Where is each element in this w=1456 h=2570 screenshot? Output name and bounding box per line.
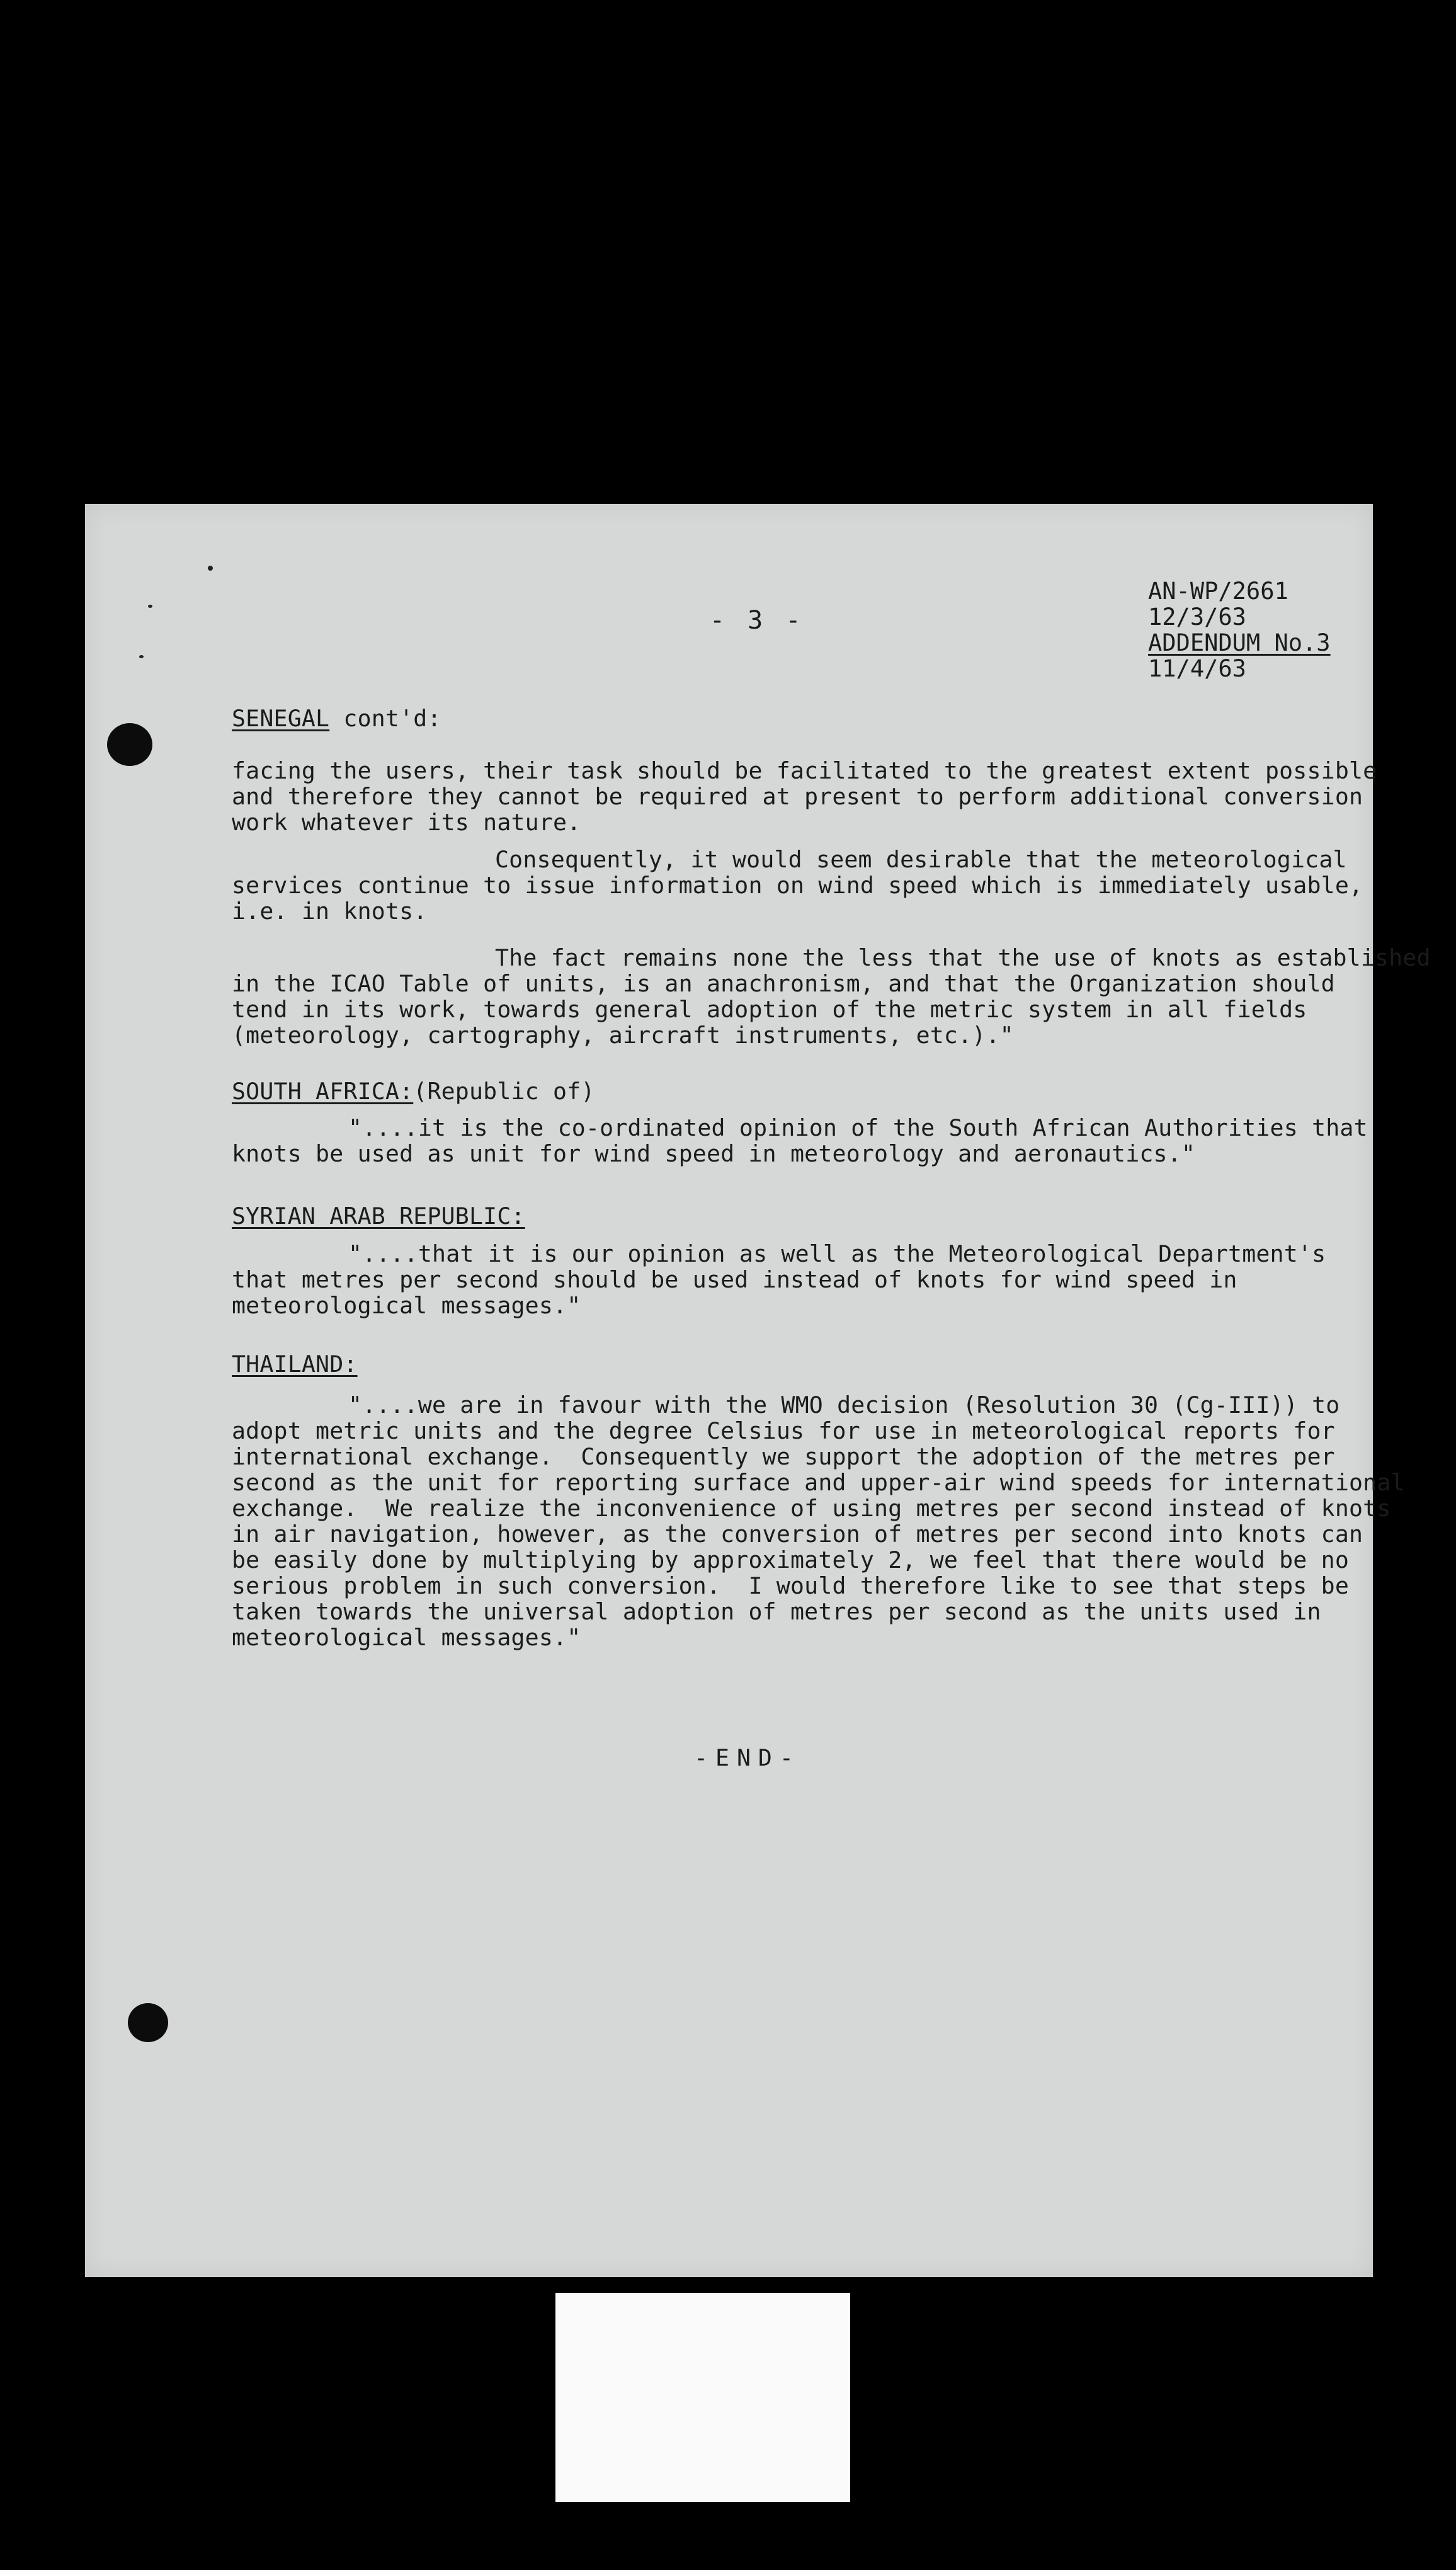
text-line: meteorological messages." (232, 1624, 581, 1651)
text-line: adopt metric units and the degree Celsius for use in meteorological reports for (232, 1417, 1335, 1444)
thailand-heading: THAILAND: (232, 1351, 358, 1378)
document-page (85, 504, 1431, 2277)
document-number: AN-WP/2661 (1148, 578, 1288, 605)
syria-heading: SYRIAN ARAB REPUBLIC: (232, 1202, 525, 1230)
text-line: in air navigation, however, as the conversion of metres per second into knots can (232, 1521, 1363, 1548)
text-line: work whatever its nature. (232, 809, 581, 836)
text-line: Consequently, it would seem desirable that the meteorological (495, 846, 1347, 873)
date-1: 12/3/63 (1148, 603, 1246, 631)
punch-hole-top (107, 723, 152, 766)
senegal-para-1 (232, 758, 1377, 835)
senegal-para-2 (232, 847, 1363, 924)
text-line: services continue to issue information on wind speed which is immediately usable, (232, 872, 1363, 899)
south-africa-heading-line (232, 1078, 595, 1104)
text-line: international exchange. Consequently we support the adoption of the metres per (232, 1443, 1335, 1470)
text-line: second as the unit for reporting surface and upper-air wind speeds for international (232, 1469, 1405, 1496)
senegal-heading: SENEGAL (232, 705, 330, 732)
senegal-heading-suffix: cont'd: (329, 705, 441, 732)
text-line: knots be used as unit for wind speed in meteorology and aeronautics." (232, 1140, 1196, 1167)
text-line: serious problem in such conversion. I would therefore like to see that steps be (232, 1572, 1349, 1599)
south-africa-para (232, 1115, 1368, 1167)
text-line: "....we are in favour with the WMO decision (Resolution 30 (Cg-III)) to (348, 1391, 1340, 1419)
speck (148, 605, 152, 608)
text-line: in the ICAO Table of units, is an anachronism, and that the Organization should (232, 970, 1335, 997)
end-marker: -END- (694, 1744, 801, 1771)
reference-block (1148, 578, 1331, 682)
text-line: "....it is the co-ordinated opinion of the South African Authorities that (348, 1114, 1368, 1141)
thailand-para (232, 1392, 1405, 1650)
punch-hole-bottom (128, 2003, 168, 2042)
text-line: and therefore they cannot be required at present to perform additional conversion (232, 783, 1363, 810)
date-2: 11/4/63 (1148, 655, 1246, 682)
addendum-label: ADDENDUM No.3 (1148, 629, 1331, 656)
syria-para (232, 1241, 1326, 1318)
south-africa-heading: SOUTH AFRICA: (232, 1078, 414, 1105)
speck (139, 655, 144, 658)
text-line: i.e. in knots. (232, 898, 428, 925)
text-line: be easily done by multiplying by approximately 2, we feel that there would be no (232, 1546, 1349, 1573)
south-africa-heading-suffix: (Republic of) (413, 1078, 595, 1105)
text-line: meteorological messages." (232, 1292, 581, 1319)
text-line: taken towards the universal adoption of metres per second as the units used in (232, 1598, 1321, 1625)
text-line: (meteorology, cartography, aircraft instruments, etc.)." (232, 1022, 1014, 1049)
page-number: - 3 - (710, 606, 805, 635)
syria-heading-line (232, 1203, 525, 1229)
senegal-para-3 (232, 945, 1431, 1048)
thailand-heading-line (232, 1351, 358, 1377)
text-line: "....that it is our opinion as well as the Meteorological Department's (348, 1240, 1326, 1267)
senegal-heading-line (232, 705, 441, 731)
blank-card (555, 2293, 850, 2502)
text-line: tend in its work, towards general adoption of the metric system in all fields (232, 996, 1307, 1023)
text-line: exchange. We realize the inconvenience of using metres per second instead of knots (232, 1495, 1391, 1522)
speck (208, 566, 213, 571)
text-line: The fact remains none the less that the use of knots as established (495, 944, 1431, 971)
text-line: that metres per second should be used instead of knots for wind speed in (232, 1266, 1237, 1293)
text-line: facing the users, their task should be facilitated to the greatest extent possible (232, 757, 1377, 784)
